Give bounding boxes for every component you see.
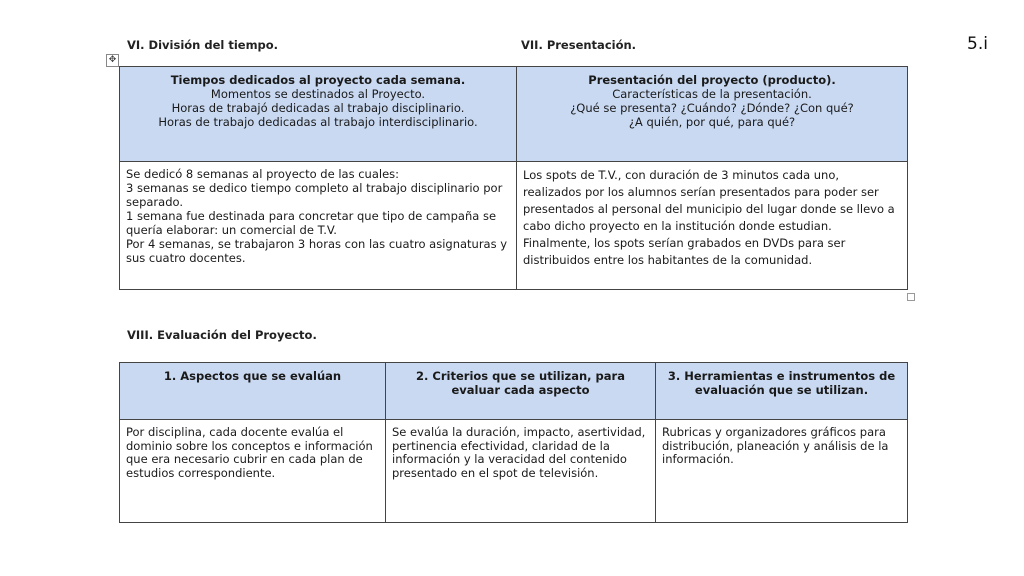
evaluation-table (119, 362, 908, 523)
header-tools: 3. Herramientas e instrumentos de evaluación que se utilizan. (656, 363, 908, 420)
table-row (120, 420, 908, 523)
header-project-presentation (517, 67, 908, 162)
table-row (120, 162, 908, 290)
header-line: Horas de trabajó dedicadas al trabajo disciplinario. (171, 101, 465, 115)
time-division-cell[interactable] (120, 162, 517, 290)
header-aspects: 1. Aspectos que se evalúan (120, 363, 386, 420)
header-line: Momentos se destinados al Proyecto. (210, 87, 426, 101)
header-time-dedicated (120, 67, 517, 162)
slide-number: 5.i (967, 34, 988, 54)
table-resize-handle[interactable] (907, 293, 915, 301)
presentation-cell[interactable]: Los spots de T.V., con duración de 3 minutos cada uno, realizados por los alumnos serían presentados para poder ser presentados al personal del municipio del lugar donde se llevo a cabo dicho proyecto en la institución donde estudian. Finalmente, los spots serían grabados en DVDs para ser distribuidos entre los habitantes de la comunidad. (517, 162, 908, 290)
section-heading-time-division: VI. División del tiempo. (127, 38, 279, 52)
header-line: ¿Qué se presenta? ¿Cuándo? ¿Dónde? ¿Con qué? (570, 101, 854, 115)
tools-cell[interactable]: Rubricas y organizadores gráficos para distribución, planeación y análisis de la información. (656, 420, 908, 523)
header-line: ¿A quién, por qué, para qué? (628, 115, 796, 129)
cell-line: 1 semana fue destinada para concretar que tipo de campaña se quería elaborar: un comercial de T.V. (126, 209, 497, 237)
table-move-handle-icon[interactable]: ✥ (106, 54, 119, 67)
section-heading-evaluation: VIII. Evaluación del Proyecto. (127, 328, 317, 342)
cell-line: Se dedicó 8 semanas al proyecto de las cuales: (126, 167, 400, 181)
header-criteria: 2. Criterios que se utilizan, para evaluar cada aspecto (386, 363, 656, 420)
section-heading-presentation: VII. Presentación. (521, 38, 637, 52)
header-title: Tiempos dedicados al proyecto cada semana. (170, 73, 466, 87)
header-line: Características de la presentación. (612, 87, 812, 101)
table-header-row (120, 363, 908, 420)
time-presentation-table (119, 66, 908, 290)
cell-line: Por 4 semanas, se trabajaron 3 horas con las cuatro asignaturas y sus cuatro docentes. (126, 237, 508, 265)
table-header-row (120, 67, 908, 162)
criteria-cell[interactable]: Se evalúa la duración, impacto, asertividad, pertinencia efectividad, claridad de la información y la veracidad del contenido presentado en el spot de televisión. (386, 420, 656, 523)
aspects-cell[interactable]: Por disciplina, cada docente evalúa el dominio sobre los conceptos e información que era necesario cubrir en cada plan de estudios correspondiente. (120, 420, 386, 523)
header-line: Horas de trabajo dedicadas al trabajo interdisciplinario. (158, 115, 478, 129)
cell-line: 3 semanas se dedico tiempo completo al trabajo disciplinario por separado. (126, 181, 503, 209)
header-title: Presentación del proyecto (producto). (588, 73, 836, 87)
